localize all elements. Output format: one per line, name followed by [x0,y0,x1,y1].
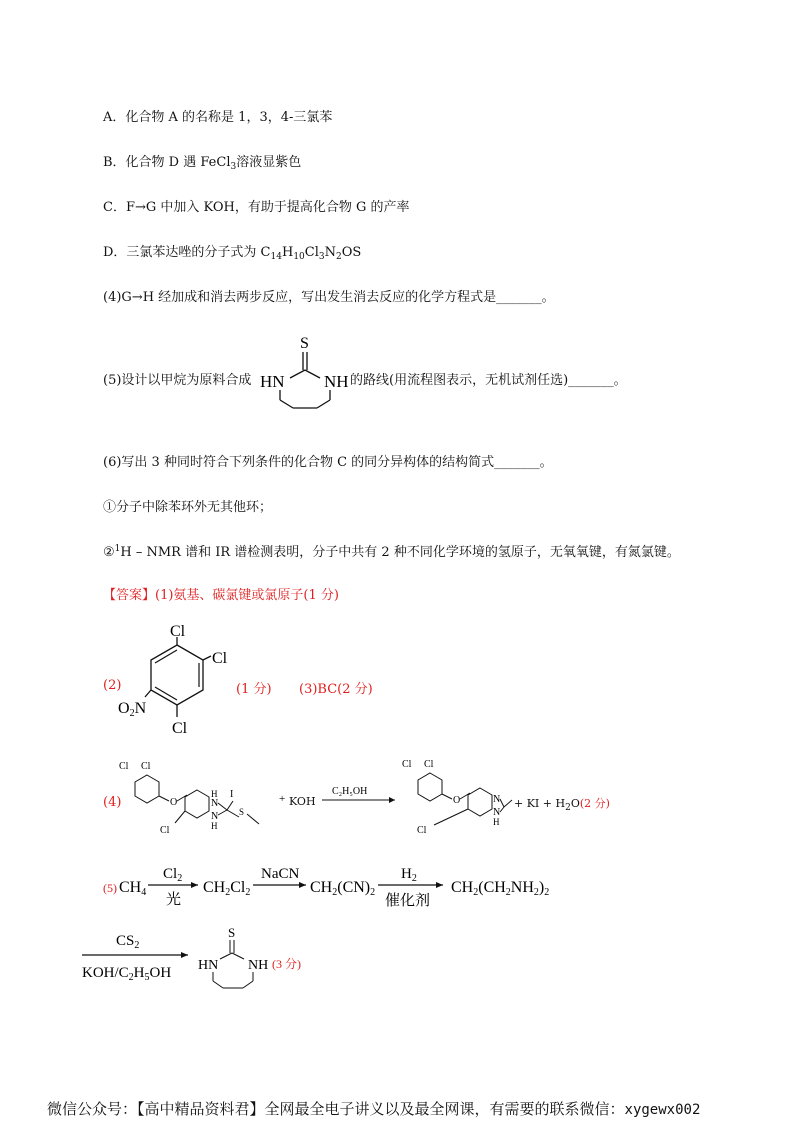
answer-heading: 【答案】 [103,588,156,603]
svg-text:CS2: $CS_2$ [116,933,140,951]
svg-text:光: 光 [166,892,182,908]
thiourea-ring-structure-q5 [258,330,352,410]
svg-text:HN: HN [198,958,219,973]
svg-text:H: H [493,817,500,827]
svg-text:N: N [211,798,219,809]
option-d: D．三氯苯达唑的分子式为 $C_{14}H_{10}Cl_3N_2OS$ [103,245,362,262]
svg-text:CH4: CH4 [119,879,147,898]
question-5-prefix: (5)设计以甲烷为原料合成 [103,373,252,388]
option-a: A．化合物 A 的名称是 1，3，4-三氯苯 [103,110,333,125]
reagent-koh: KOH [289,795,316,808]
svg-text:CH2Cl2: CH2Cl2 [203,879,251,898]
svg-text:N: N [211,811,219,822]
svg-text:Cl: Cl [417,825,427,836]
svg-text:(3 分): (3 分) [272,957,301,971]
answer-2-label: (2) [103,678,122,693]
footer-text: 微信公众号：【高中精品资料君】全网最全电子讲义以及最全网课，有需要的联系微信：xygewx002 [47,1100,701,1118]
svg-text:NH: NH [248,958,269,973]
svg-text:S: S [228,925,236,940]
svg-text:Cl2: $Cl_2$ [163,866,183,884]
svg-text:Cl: Cl [119,761,129,772]
svg-text:S: S [300,335,309,352]
trichloronitrobenzene-structure [115,625,240,740]
svg-text:NH: NH [324,372,349,391]
svg-text:O: O [170,797,178,808]
svg-text:I: I [230,789,234,800]
product-structure [400,755,515,840]
answer-4-label: (4) [103,795,122,810]
svg-text:(5): (5) [103,881,117,895]
byproducts: + KI + $H_2O(2$ 分) [514,797,610,813]
svg-text:H: H [211,821,218,831]
svg-text:CH2(CN)2: CH2(CN)2 [310,879,376,898]
svg-text:H2: $H_2$ [401,866,417,884]
reactant-structure [117,757,287,837]
wechat-id: xygewx002 [624,1102,701,1118]
question-5-suffix: 的路线(用流程图表示，无机试剂任选)_______。 [350,373,627,388]
answer-1: 【答案】(1)氨基、碳氯键或氯原子(1 分) [103,588,339,603]
svg-text:O: O [453,795,461,806]
answer-2-score: (1 分) [236,682,272,697]
svg-text:S: S [239,807,245,817]
svg-text:KOH/C2H5OH: KOH/$C_2H_5OH$ [82,965,172,983]
svg-text:Cl: Cl [212,650,228,667]
synthesis-route-row-1 [103,860,573,912]
question-4: (4)G→H 经加成和消去两步反应，写出发生消去反应的化学方程式是_______。 [103,290,555,305]
option-c: C．F→G 中加入 KOH，有助于提高化合物 G 的产率 [103,200,410,215]
svg-text:N: N [493,807,501,818]
svg-text:O2N: O2N [118,700,147,719]
option-b: B．化合物 D 遇 FeCl$_3$溶液显紫色 [103,155,302,172]
svg-text:C₂H₅OH: C₂H₅OH [332,786,368,797]
reaction-arrow-ethanol [320,782,400,808]
svg-text:Cl: Cl [172,720,188,737]
svg-text:CH2(CH2NH2)2: CH2(CH2NH2)2 [451,879,550,898]
svg-text:H: H [211,789,218,799]
svg-text:催化剂: 催化剂 [385,893,431,909]
svg-text:NaCN: NaCN [261,866,300,882]
svg-text:N: N [493,794,501,805]
question-6: (6)写出 3 种同时符合下列条件的化合物 C 的同分异构体的结构简式_______。 [103,455,553,470]
svg-text:HN: HN [260,372,285,391]
svg-text:Cl: Cl [402,759,412,770]
svg-text:Cl: Cl [160,825,170,836]
answer-3: (3)BC(2 分) [299,682,373,697]
svg-text:Cl: Cl [141,761,151,772]
svg-text:Cl: Cl [170,625,186,640]
svg-text:+: + [279,793,286,805]
condition-2: ②$^1$H – NMR 谱和 IR 谱检测表明，分子中共有 2 种不同化学环境的氢原子，无氧氧键，有氮氯键。 [103,544,680,560]
condition-1: ①分子中除苯环外无其他环； [103,500,273,515]
svg-text:Cl: Cl [424,759,434,770]
synthesis-route-row-2 [78,925,318,1000]
